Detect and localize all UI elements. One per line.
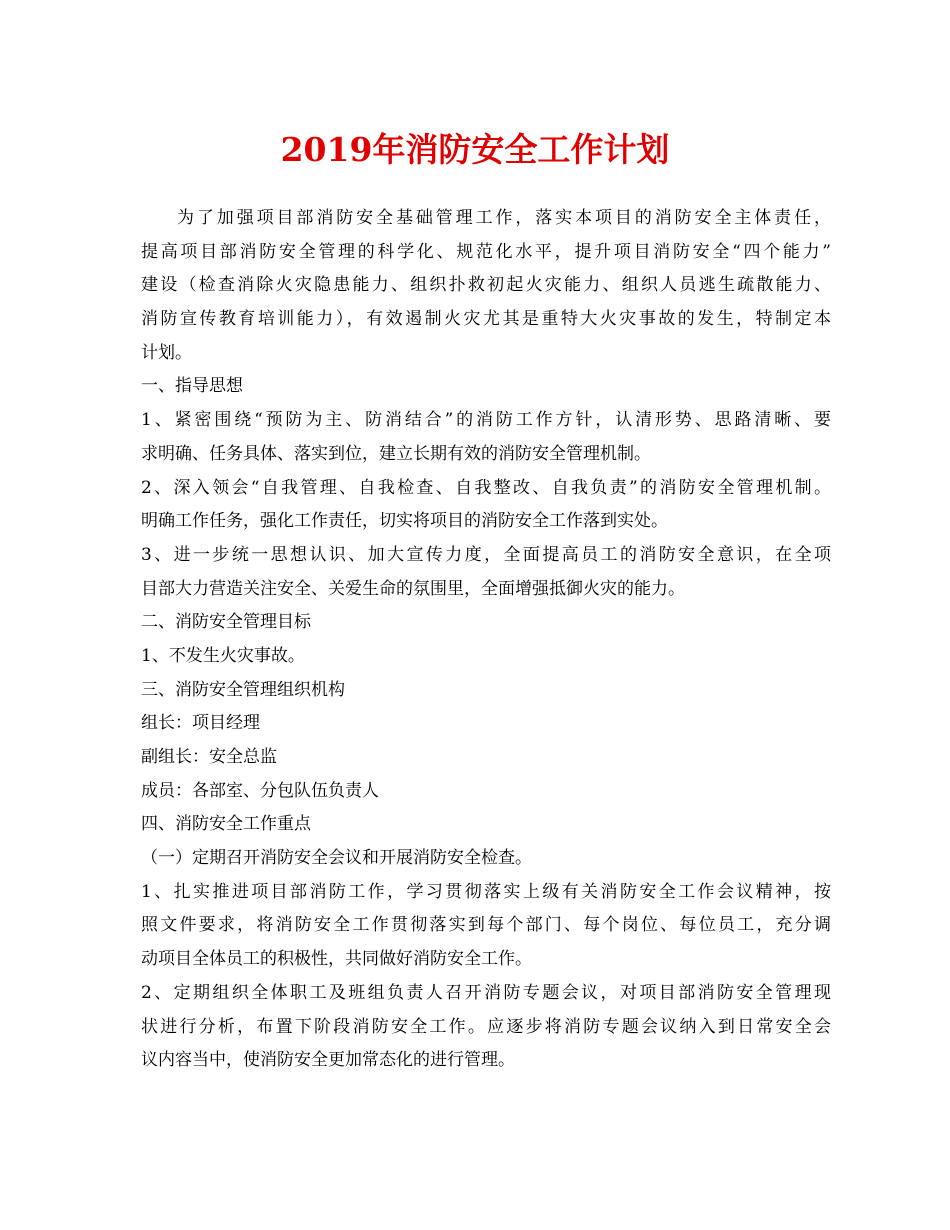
- body-line: 1、不发生火灾事故。: [141, 645, 305, 666]
- body-line: 明确工作任务，强化工作责任，切实将项目的消防安全工作落到实处。: [141, 511, 668, 532]
- body-line: 1、紧密围绕“预防为主、防消结合”的消防工作方针，认清形势、思路清晰、要: [141, 410, 831, 431]
- body-line: 计划。: [141, 342, 192, 363]
- body-line: 照文件要求，将消防安全工作贯彻落实到每个部门、每个岗位、每位员工，充分调: [141, 915, 831, 936]
- subsection-heading: （一）定期召开消防安全会议和开展消防安全检查。: [141, 848, 532, 869]
- body-line: 议内容当中，使消防安全更加常态化的进行管理。: [141, 1050, 515, 1071]
- body-line: 2、深入领会“自我管理、自我检查、自我整改、自我负责”的消防安全管理机制。: [141, 477, 831, 498]
- body-line: 成员：各部室、分包队伍负责人: [141, 780, 379, 801]
- body-line: 2、定期组织全体职工及班组负责人召开消防专题会议，对项目部消防安全管理现: [141, 982, 831, 1003]
- body-line: 为了加强项目部消防安全基础管理工作，落实本项目的消防安全主体责任，: [177, 208, 831, 228]
- document-body: [141, 202, 831, 1078]
- body-line: 副组长：安全总监: [141, 747, 277, 767]
- body-line: 消防宣传教育培训能力），有效遏制火灾尤其是重特大火灾事故的发生，特制定本: [141, 309, 831, 330]
- body-line: 动项目全体员工的积极性，共同做好消防安全工作。: [141, 949, 532, 970]
- section-heading: 四、消防安全工作重点: [141, 814, 311, 835]
- body-line: 目部大力营造关注安全、关爱生命的氛围里，全面增强抵御火灾的能力。: [141, 578, 685, 599]
- body-line: 建设（检查消除火灾隐患能力、组织扑救初起火灾能力、组织人员逃生疏散能力、: [141, 275, 831, 296]
- document-title: 2019年消防安全工作计划: [280, 130, 670, 169]
- body-line: 3、进一步统一思想认识、加大宣传力度，全面提高员工的消防安全意识，在全项: [141, 544, 831, 565]
- section-heading: 二、消防安全管理目标: [141, 612, 311, 633]
- body-line: 提高项目部消防安全管理的科学化、规范化水平，提升项目消防安全“四个能力”: [141, 241, 831, 262]
- body-line: 1、扎实推进项目部消防工作，学习贯彻落实上级有关消防安全工作会议精神，按: [141, 881, 831, 902]
- body-line: 组长：项目经理: [141, 713, 260, 734]
- body-line: 状进行分析，布置下阶段消防安全工作。应逐步将消防专题会议纳入到日常安全会: [141, 1016, 831, 1037]
- section-heading: 三、消防安全管理组织机构: [141, 679, 345, 700]
- section-heading: 一、指导思想: [141, 376, 243, 397]
- body-line: 求明确、任务具体、落实到位，建立长期有效的消防安全管理机制。: [141, 443, 651, 464]
